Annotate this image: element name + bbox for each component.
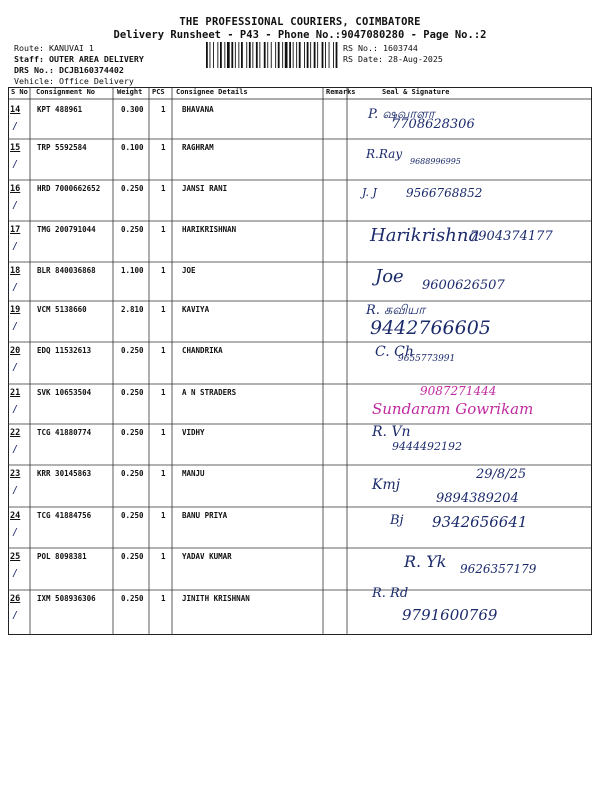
row-handwritten-phone: 9600626507 [422, 278, 505, 293]
row-signature: R. கவியா [366, 303, 426, 318]
row-sno: 18 [10, 266, 21, 276]
row-consignment-no: KPT 488961 [37, 105, 83, 114]
row-handwritten-phone: 9342656641 [432, 513, 528, 531]
tick-mark-icon: / [12, 121, 19, 132]
row-handwritten-phone: 9655773991 [398, 354, 456, 364]
row-consignment-no: POL 8098381 [37, 552, 87, 561]
row-signature: Kmj [372, 477, 401, 493]
row-weight: 0.250 [121, 184, 144, 193]
row-handwritten-phone: 9442766605 [370, 317, 491, 339]
drs-number: DRS No.: DCJB160374402 [14, 65, 124, 75]
row-consignment-no: IXM 508936306 [37, 594, 96, 603]
row-consignee: A N STRADERS [182, 388, 237, 397]
runsheet-meta-left [14, 43, 144, 87]
tick-mark-icon: / [12, 610, 19, 621]
row-consignment-no: KRR 30145863 [37, 469, 92, 478]
row-handwritten-date: 29/8/25 [476, 467, 527, 482]
tick-mark-icon: / [12, 159, 19, 170]
row-pcs: 1 [161, 428, 166, 437]
row-consignee: BHAVANA [182, 105, 214, 114]
row-consignee: YADAV KUMAR [182, 552, 232, 561]
staff-label: Staff: OUTER AREA DELIVERY [14, 54, 144, 64]
row-signature: R. Yk [404, 552, 447, 571]
row-sno: 16 [10, 184, 21, 194]
row-handwritten-phone: 7904374177 [470, 229, 553, 244]
tick-mark-icon: / [12, 241, 19, 252]
row-handwritten-phone: 9566768852 [406, 186, 483, 200]
row-consignment-no: BLR 840036868 [37, 266, 96, 275]
row-handwritten-phone: 9444492192 [392, 440, 462, 453]
row-consignee: HARIKRISHNAN [182, 225, 237, 234]
row-signature: Sundaram Gowrikam [372, 400, 534, 418]
row-pcs: 1 [161, 469, 166, 478]
page-title: THE PROFESSIONAL COURIERS, COIMBATORE [179, 16, 421, 28]
row-consignee: JOE [182, 266, 196, 275]
row-pcs: 1 [161, 594, 166, 603]
row-weight: 0.250 [121, 388, 144, 397]
row-consignment-no: TCG 41880774 [37, 428, 92, 437]
col-header-consignee: Consignee Details [176, 88, 248, 96]
col-header-sno: S No [11, 88, 28, 96]
runsheet-subtitle: Delivery Runsheet - P43 - Phone No.:9047080280 - Page No.:2 [113, 29, 487, 41]
tick-mark-icon: / [12, 404, 19, 415]
row-handwritten-phone: 9626357179 [460, 562, 537, 576]
row-consignee: JINITH KRISHNAN [182, 594, 250, 603]
row-signature: R. Vn [372, 424, 411, 440]
row-weight: 0.250 [121, 511, 144, 520]
row-signature: P. ஷவாளா [368, 107, 435, 122]
row-pcs: 1 [161, 184, 166, 193]
tick-mark-icon: / [12, 568, 19, 579]
runsheet-meta-right [343, 43, 443, 65]
row-handwritten-phone: 9087271444 [420, 384, 497, 398]
row-weight: 0.250 [121, 346, 144, 355]
row-handwritten-phone: 9688996995 [410, 157, 461, 166]
col-header-seal-signature: Seal & Signature [382, 88, 450, 96]
row-sno: 14 [10, 105, 21, 115]
row-consignee: VIDHY [182, 428, 205, 437]
row-sno: 20 [10, 346, 21, 356]
tick-mark-icon: / [12, 200, 19, 211]
tick-mark-icon: / [12, 485, 19, 496]
row-consignment-no: TMG 200791044 [37, 225, 96, 234]
row-sno: 19 [10, 305, 21, 315]
row-consignment-no: SVK 10653504 [37, 388, 92, 397]
row-consignee: BANU PRIYA [182, 511, 228, 520]
row-sno: 22 [10, 428, 21, 438]
row-consignment-no: HRD 7000662652 [37, 184, 101, 193]
row-signature: Harikrishna [370, 225, 480, 246]
route-label: Route: KANUVAI 1 [14, 43, 94, 53]
col-header-weight: Weight [117, 88, 143, 96]
row-handwritten-phone: 9791600769 [402, 606, 498, 624]
row-signature: R. Rd [372, 586, 409, 601]
row-sno: 23 [10, 469, 21, 479]
row-signature: Joe [375, 266, 404, 287]
col-header-consignment: Consignment No [36, 88, 96, 96]
row-pcs: 1 [161, 388, 166, 397]
row-pcs: 1 [161, 105, 166, 114]
row-weight: 0.250 [121, 552, 144, 561]
row-weight: 0.250 [121, 469, 144, 478]
row-consignee: CHANDRIKA [182, 346, 223, 355]
tick-mark-icon: / [12, 282, 19, 293]
row-signature: C. Ch [375, 344, 414, 360]
row-consignment-no: VCM 5138660 [37, 305, 87, 314]
tick-mark-icon: / [12, 527, 19, 538]
col-header-pcs: PCS [152, 88, 165, 96]
row-sno: 21 [10, 388, 21, 398]
row-weight: 1.100 [121, 266, 144, 275]
vehicle-label: Vehicle: Office Delivery [14, 76, 134, 86]
row-signature: J. J [362, 186, 377, 199]
row-pcs: 1 [161, 511, 166, 520]
row-consignment-no: TCG 41884756 [37, 511, 92, 520]
row-sno: 15 [10, 143, 21, 153]
row-weight: 0.100 [121, 143, 144, 152]
row-consignment-no: EDQ 11532613 [37, 346, 92, 355]
row-pcs: 1 [161, 552, 166, 561]
barcode [206, 42, 340, 68]
row-consignee: RAGHRAM [182, 143, 214, 152]
row-pcs: 1 [161, 266, 166, 275]
row-pcs: 1 [161, 346, 166, 355]
row-weight: 0.250 [121, 594, 144, 603]
row-signature: R.Ray [366, 147, 403, 161]
tick-mark-icon: / [12, 444, 19, 455]
row-handwritten-phone: 7708628306 [392, 117, 475, 132]
row-sno: 25 [10, 552, 21, 562]
tick-mark-icon: / [12, 321, 19, 332]
row-consignment-no: TRP 5592584 [37, 143, 87, 152]
row-sno: 17 [10, 225, 21, 235]
row-handwritten-phone: 9894389204 [436, 491, 519, 506]
runsheet-table-grid [8, 87, 592, 635]
row-sno: 26 [10, 594, 21, 604]
col-header-remarks: Remarks [326, 88, 356, 96]
row-weight: 0.250 [121, 428, 144, 437]
row-signature: Bj [390, 513, 404, 528]
row-weight: 0.250 [121, 225, 144, 234]
row-sno: 24 [10, 511, 21, 521]
tick-mark-icon: / [12, 362, 19, 373]
row-weight: 2.810 [121, 305, 144, 314]
row-consignee: KAVIYA [182, 305, 210, 314]
row-weight: 0.300 [121, 105, 144, 114]
row-consignee: MANJU [182, 469, 205, 478]
row-pcs: 1 [161, 225, 166, 234]
rs-number: RS No.: 1603744 [343, 43, 418, 53]
rs-date: RS Date: 28-Aug-2025 [343, 54, 443, 64]
row-consignee: JANSI RANI [182, 184, 228, 193]
row-pcs: 1 [161, 305, 166, 314]
row-pcs: 1 [161, 143, 166, 152]
